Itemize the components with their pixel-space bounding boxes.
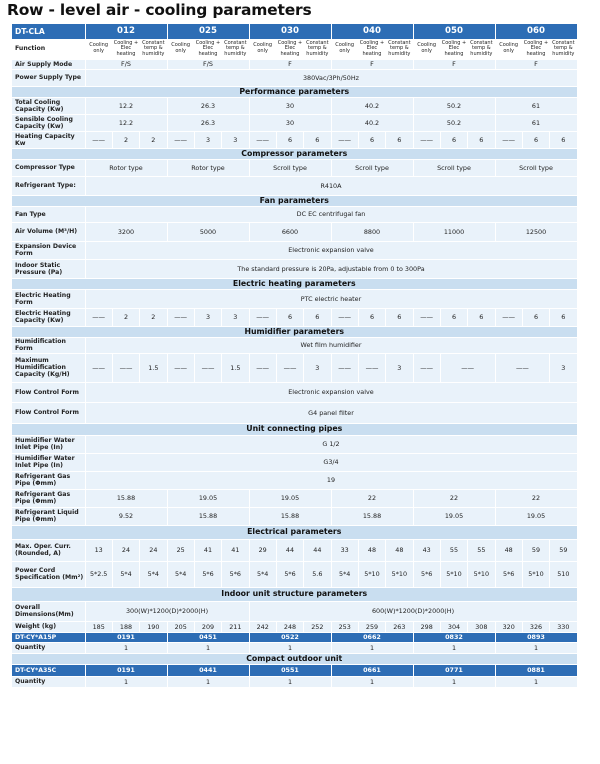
table-cell: —— [249,308,276,326]
table-cell: Scroll type [331,159,413,176]
table-cell: 185 [85,621,112,632]
page-title: Row - level air - cooling parameters [7,1,312,19]
table-cell: —— [167,131,194,148]
section-header-row [12,423,577,435]
function-cell: Cooling only [413,39,440,59]
table-cell: 55 [468,539,495,561]
table-cell: 0832 [413,632,495,642]
table-row [12,59,577,69]
function-cell: Cooling only [495,39,522,59]
table-cell: 24 [112,539,139,561]
table-cell: —— [495,308,522,326]
table-cell: 188 [112,621,139,632]
table-cell: —— [249,353,276,382]
function-cell: Constant temp & humidity [468,39,495,59]
header-row [12,24,577,39]
table-cell: 22 [495,489,577,507]
table-cell: 5*6 [276,561,303,587]
table-row [12,453,577,471]
table-cell: The standard pressure is 20Pa, adjustable from 0 to 300Pa [85,259,577,278]
table-cell: 0522 [249,632,331,642]
table-cell: 6 [276,308,303,326]
table-cell: 0881 [495,664,577,676]
table-cell: 242 [249,621,276,632]
function-cell: Cooling only [167,39,194,59]
table-cell: —— [276,353,303,382]
table-row [12,159,577,176]
function-cell: Cooling + Elec heating [522,39,549,59]
table-cell: 1 [413,642,495,653]
table-row [12,632,577,642]
table-cell: 6 [276,131,303,148]
table-cell: Wet film humidifier [85,337,577,353]
table-cell: 308 [468,621,495,632]
row-label: Total Cooling Capacity (Kw) [12,97,85,114]
section-header-row [12,86,577,97]
table-cell: 1 [167,642,249,653]
table-cell: 15.88 [167,507,249,525]
table-cell: 6 [468,308,495,326]
section-title: Compact outdoor unit [12,653,577,664]
table-cell: 253 [331,621,358,632]
table-cell: 9.52 [85,507,167,525]
table-cell: 19.05 [249,489,331,507]
table-cell: 48 [358,539,385,561]
table-cell: 55 [440,539,467,561]
section-header-row [12,278,577,289]
table-row [12,353,577,382]
function-cell: Constant temp & humidity [140,39,167,59]
section-header-row [12,326,577,337]
table-row [12,69,577,86]
model-header-040: 040 [331,24,413,39]
table-cell: 205 [167,621,194,632]
table-cell: 5*6 [194,561,221,587]
table-cell: 1 [495,642,577,653]
table-cell: F [249,59,331,69]
function-cell: Constant temp & humidity [304,39,331,59]
row-label: Flow Control Form [12,402,85,423]
table-cell: —— [85,353,112,382]
table-cell: 5*6 [413,561,440,587]
table-cell: 0771 [413,664,495,676]
table-cell: 44 [304,539,331,561]
table-cell: 330 [550,621,577,632]
row-label: Refrigerant Gas Pipe (Φmm) [12,471,85,489]
table-cell: 5*6 [495,561,522,587]
table-cell: 0191 [85,632,167,642]
table-cell: 40.2 [331,97,413,114]
table-cell: —— [112,353,139,382]
table-cell: 211 [222,621,249,632]
row-label: Compressor Type [12,159,85,176]
table-cell: 5*10 [440,561,467,587]
table-row [12,471,577,489]
row-label: DT-CY*A15P [12,632,85,642]
table-cell: 5*10 [522,561,549,587]
table-cell: 19.05 [495,507,577,525]
table-cell: 209 [194,621,221,632]
table-cell: —— [331,353,358,382]
table-cell: 320 [495,621,522,632]
table-cell: 59 [522,539,549,561]
section-title: Compressor parameters [12,148,577,159]
table-cell: 0893 [495,632,577,642]
row-label: Refrigerant Type: [12,176,85,195]
table-row [12,539,577,561]
table-cell: 5*2.5 [85,561,112,587]
function-cell: Constant temp & humidity [222,39,249,59]
table-cell: 6 [440,131,467,148]
section-header-row [12,587,577,601]
table-cell: 3 [386,353,413,382]
table-row [12,382,577,402]
table-cell: 1 [249,642,331,653]
table-row [12,621,577,632]
table-cell: 1.5 [222,353,249,382]
table-cell: 33 [331,539,358,561]
table-cell: —— [167,308,194,326]
table-cell: 6 [550,308,577,326]
row-label: Air Volume (M³/H) [12,222,85,241]
table-row [12,507,577,525]
table-cell: 0441 [167,664,249,676]
function-cell: Cooling + Elec heating [440,39,467,59]
section-header-row [12,148,577,159]
table-row [12,206,577,222]
table-cell: 252 [304,621,331,632]
table-row [12,642,577,653]
table-cell: 0661 [331,664,413,676]
table-cell: 248 [276,621,303,632]
table-cell: G3/4 [85,453,577,471]
table-cell: 8800 [331,222,413,241]
table-cell: 5*10 [358,561,385,587]
table-row [12,308,577,326]
table-cell: G4 panel filter [85,402,577,423]
table-cell: 5.6 [304,561,331,587]
row-label: Weight (kg) [12,621,85,632]
table-cell: —— [358,353,385,382]
table-cell: 5*10 [468,561,495,587]
function-cell: Constant temp & humidity [550,39,577,59]
table-row [12,489,577,507]
table-cell: 6 [386,131,413,148]
table-cell: —— [249,131,276,148]
table-cell: 19.05 [167,489,249,507]
table-cell: 5*4 [140,561,167,587]
table-cell: 6 [358,308,385,326]
table-cell: 304 [440,621,467,632]
table-cell: 1 [85,642,167,653]
section-header-row [12,195,577,206]
table-row [12,39,577,59]
table-cell: 41 [222,539,249,561]
table-cell: F/S [167,59,249,69]
table-cell: 259 [358,621,385,632]
row-label: Quantity [12,642,85,653]
row-label: Power Supply Type [12,69,85,86]
table-cell: —— [495,353,550,382]
table-cell: 0551 [249,664,331,676]
table-cell: 326 [522,621,549,632]
row-label: Humidifier Water Inlet Pipe (In) [12,435,85,453]
table-cell: 12.2 [85,97,167,114]
row-label: Refrigerant Liquid Pipe (Φmm) [12,507,85,525]
section-title: Fan parameters [12,195,577,206]
table-cell: 12.2 [85,114,167,131]
table-cell: —— [331,131,358,148]
table-cell: 1 [495,676,577,687]
function-cell: Cooling + Elec heating [194,39,221,59]
row-label: Expansion Device Form [12,241,85,259]
table-cell: —— [167,353,194,382]
table-cell: 5*4 [167,561,194,587]
table-cell: 190 [140,621,167,632]
table-cell: Rotor type [85,159,167,176]
section-title: Indoor unit structure parameters [12,587,577,601]
table-cell: 26.3 [167,97,249,114]
row-label: Electric Heating Form [12,289,85,308]
table-cell: 3 [304,353,331,382]
table-cell: 1 [331,676,413,687]
row-label: Quantity [12,676,85,687]
table-cell: 15.88 [85,489,167,507]
table-cell: 59 [550,539,577,561]
table-row [12,97,577,114]
table-cell: 61 [495,114,577,131]
table-cell: 1.5 [140,353,167,382]
table-cell: 22 [413,489,495,507]
table-cell: 380Vac/3Ph/50Hz [85,69,577,86]
table-cell: —— [413,308,440,326]
table-cell: 19 [85,471,577,489]
table-row [12,241,577,259]
table-cell: 19.05 [413,507,495,525]
table-row [12,561,577,587]
table-row [12,402,577,423]
table-cell: —— [495,131,522,148]
table-cell: G 1/2 [85,435,577,453]
table-cell: 3 [194,131,221,148]
table-cell: —— [413,353,440,382]
table-cell: 22 [331,489,413,507]
table-cell: —— [331,308,358,326]
row-label: Air Supply Mode [12,59,85,69]
section-title: Electrical parameters [12,525,577,539]
table-cell: —— [85,308,112,326]
table-cell: 0191 [85,664,167,676]
model-header-050: 050 [413,24,495,39]
model-header-030: 030 [249,24,331,39]
row-label: Flow Control Form [12,382,85,402]
table-cell: F/S [85,59,167,69]
row-label: Power Cord Specification (Mm²) [12,561,85,587]
table-cell: 298 [413,621,440,632]
table-row [12,114,577,131]
table-cell: 2 [112,308,139,326]
table-cell: 13 [85,539,112,561]
table-body [12,24,577,687]
table-cell: 29 [249,539,276,561]
function-cell: Cooling + Elec heating [358,39,385,59]
spec-table [12,24,578,688]
model-header-060: 060 [495,24,577,39]
table-cell: 3 [222,131,249,148]
row-label: Function [12,39,85,59]
table-cell: 30 [249,114,331,131]
table-cell: 5*4 [249,561,276,587]
table-cell: —— [85,131,112,148]
section-title: Performance parameters [12,86,577,97]
table-cell: 40.2 [331,114,413,131]
table-cell: 3 [194,308,221,326]
row-label: Humidifier Water Inlet Pipe (In) [12,453,85,471]
table-row [12,337,577,353]
table-cell: 2 [112,131,139,148]
table-row [12,222,577,241]
table-cell: Electronic expansion valve [85,241,577,259]
table-cell: F [331,59,413,69]
table-cell: 50.2 [413,97,495,114]
table-cell: 6 [304,308,331,326]
parameters-table [12,24,577,688]
table-cell: —— [413,131,440,148]
table-cell: 263 [386,621,413,632]
table-cell: 1 [85,676,167,687]
function-cell: Cooling + Elec heating [112,39,139,59]
row-label: Overall Dimensions(Mm) [12,601,85,621]
table-cell: 300(W)*1200(D)*2000(H) [85,601,249,621]
table-cell: 5*4 [112,561,139,587]
table-cell: Electronic expansion valve [85,382,577,402]
row-label: Electric Heating Capacity (Kw) [12,308,85,326]
table-cell: 3 [222,308,249,326]
table-row [12,131,577,148]
table-cell: 2 [140,131,167,148]
table-cell: 5*10 [386,561,413,587]
table-cell: 5000 [167,222,249,241]
table-cell: 6 [550,131,577,148]
row-label: Heating Capacity Kw [12,131,85,148]
section-title: Unit connecting pipes [12,423,577,435]
table-cell: 61 [495,97,577,114]
table-cell: 5*4 [331,561,358,587]
table-cell: 1 [413,676,495,687]
table-cell: DC EC centrifugal fan [85,206,577,222]
model-header-025: 025 [167,24,249,39]
function-cell: Cooling + Elec heating [276,39,303,59]
section-header-row [12,525,577,539]
table-cell: 6 [468,131,495,148]
function-cell: Cooling only [331,39,358,59]
row-label: DT-CY*A35C [12,664,85,676]
table-row [12,601,577,621]
table-cell: 1 [249,676,331,687]
function-cell: Constant temp & humidity [386,39,413,59]
table-cell: 48 [386,539,413,561]
table-cell: 3 [550,353,577,382]
table-cell: PTC electric heater [85,289,577,308]
section-header-row [12,653,577,664]
section-title: Electric heating parameters [12,278,577,289]
table-cell: 6 [522,308,549,326]
table-cell: 25 [167,539,194,561]
table-cell: 15.88 [331,507,413,525]
row-label: Refrigerant Gas Pipe (Φmm) [12,489,85,507]
model-header-012: 012 [85,24,167,39]
table-row [12,176,577,195]
row-label: Fan Type [12,206,85,222]
table-cell: Scroll type [249,159,331,176]
table-cell: F [413,59,495,69]
table-cell: 41 [194,539,221,561]
table-row [12,289,577,308]
table-row [12,435,577,453]
table-cell: —— [194,353,221,382]
table-cell: 48 [495,539,522,561]
table-cell: Scroll type [495,159,577,176]
table-cell: 1 [331,642,413,653]
table-cell: 24 [140,539,167,561]
table-cell: F [495,59,577,69]
table-cell: 0451 [167,632,249,642]
table-cell: R410A [85,176,577,195]
function-cell: Cooling only [85,39,112,59]
table-cell: 6600 [249,222,331,241]
row-label: Indoor Static Pressure (Pa) [12,259,85,278]
table-cell: 50.2 [413,114,495,131]
table-cell: 15.88 [249,507,331,525]
table-cell: 44 [276,539,303,561]
row-label: Max. Oper. Curr. (Rounded, A) [12,539,85,561]
table-cell: 5*6 [222,561,249,587]
table-row [12,676,577,687]
table-cell: 510 [550,561,577,587]
table-cell: 6 [440,308,467,326]
table-cell: 26.3 [167,114,249,131]
table-cell: 6 [358,131,385,148]
table-row [12,259,577,278]
function-cell: Cooling only [249,39,276,59]
table-cell: 1 [167,676,249,687]
row-label: Humidification Form [12,337,85,353]
table-row [12,664,577,676]
table-cell: 6 [522,131,549,148]
table-cell: 0662 [331,632,413,642]
table-cell: 12500 [495,222,577,241]
table-cell: 2 [140,308,167,326]
section-title: Humidifier parameters [12,326,577,337]
header-label: DT-CLA [12,24,85,39]
table-cell: Rotor type [167,159,249,176]
table-cell: —— [440,353,495,382]
table-cell: 43 [413,539,440,561]
table-cell: 3200 [85,222,167,241]
table-cell: 30 [249,97,331,114]
table-cell: 11000 [413,222,495,241]
table-cell: 6 [386,308,413,326]
table-cell: 6 [304,131,331,148]
table-cell: Scroll type [413,159,495,176]
row-label: Maximum Humidification Capacity (Kg/H) [12,353,85,382]
table-cell: 600(W)*1200(D)*2000(H) [249,601,577,621]
row-label: Sensible Cooling Capacity (Kw) [12,114,85,131]
